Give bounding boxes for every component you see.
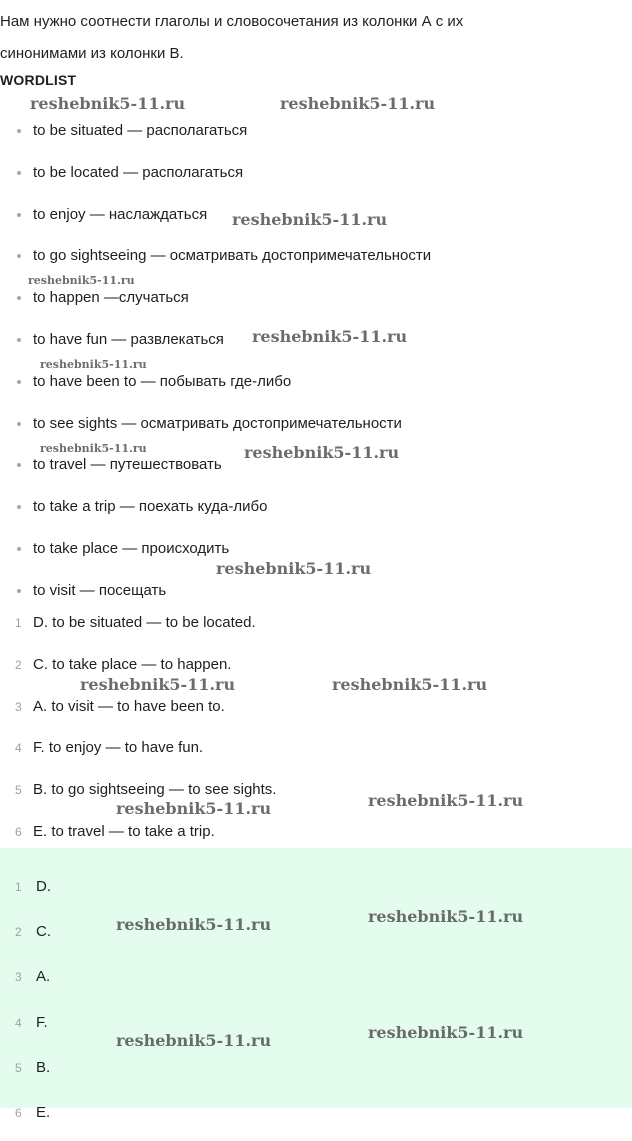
wordlist-item [0, 486, 431, 528]
answer-text: A. [36, 968, 51, 986]
wordlist-item [0, 444, 431, 486]
pair-number: 2 [15, 657, 22, 672]
wordlist-item [0, 528, 431, 570]
pair-text: A. to visit — to have been to. [33, 697, 225, 715]
answer-number: 6 [15, 1105, 22, 1120]
answer-text: D. [36, 878, 51, 895]
wordlist-item [0, 319, 431, 361]
watermark: reshebnik5-11.ru [30, 94, 186, 113]
bullet-icon [17, 589, 21, 593]
watermark: reshebnik5-11.ru [252, 327, 408, 346]
wordlist-item [0, 403, 431, 445]
wordlist-item [0, 194, 431, 236]
watermark: reshebnik5-11.ru [332, 675, 488, 694]
watermark: reshebnik5-11.ru [116, 799, 272, 818]
answer-box [0, 848, 632, 1121]
wordlist-item-text: to take place — происходить [33, 539, 230, 557]
watermark: reshebnik5-11.ru [28, 274, 135, 287]
watermark: reshebnik5-11.ru [80, 675, 236, 694]
pair-text: F. to enjoy — to have fun. [33, 739, 204, 757]
wordlist-item-text: to have fun — развлекаться [33, 330, 224, 348]
wordlist-item-text: to be situated — располагаться [33, 122, 248, 139]
pair-number: 3 [15, 699, 22, 714]
bullet-icon [17, 422, 21, 426]
wordlist-item [0, 235, 431, 277]
wordlist-heading: WORDLIST [0, 72, 77, 88]
answer-text: F. [36, 1013, 48, 1031]
watermark: reshebnik5-11.ru [40, 358, 147, 371]
answer-text: C. [36, 923, 51, 941]
wordlist-item-text: to see sights — осматривать достопримечательности [33, 414, 402, 432]
wordlist-item-text: to enjoy — наслаждаться [33, 205, 208, 223]
watermark: reshebnik5-11.ru [368, 1023, 524, 1042]
wordlist-item-text: to go sightseeing — осматривать достопримечательности [33, 247, 432, 265]
wordlist-item-text: to take a trip — поехать куда-либо [33, 498, 268, 516]
wordlist-item [0, 110, 431, 152]
answer-text: B. [36, 1058, 51, 1076]
wordlist [0, 110, 431, 612]
bullet-icon [17, 505, 21, 509]
bullet-icon [17, 338, 21, 342]
task-description-line-2: синонимами из колонки В. [0, 45, 184, 62]
pair-text: D. to be situated — to be located. [33, 614, 256, 631]
bullet-icon [17, 547, 21, 551]
watermark: reshebnik5-11.ru [368, 791, 524, 810]
answer-text: E. [36, 1103, 51, 1121]
watermark: reshebnik5-11.ru [116, 915, 272, 934]
watermark: reshebnik5-11.ru [368, 907, 524, 926]
bullet-icon [17, 463, 21, 467]
answer-number: 5 [15, 1060, 22, 1075]
pair-text: E. to travel — to take a trip. [33, 822, 215, 840]
pair-number: 1 [15, 616, 22, 630]
pair-text: C. to take place — to happen. [33, 655, 232, 673]
wordlist-item [0, 152, 431, 194]
pair-text: B. to go sightseeing — to see sights. [33, 781, 277, 799]
bullet-icon [17, 296, 21, 300]
watermark: reshebnik5-11.ru [40, 442, 147, 455]
watermark: reshebnik5-11.ru [116, 1031, 272, 1050]
pair-number: 4 [15, 741, 22, 756]
wordlist-item-text: to be located — располагаться [33, 163, 244, 181]
pair-number: 6 [15, 824, 22, 839]
task-description [0, 6, 620, 70]
watermark: reshebnik5-11.ru [216, 559, 372, 578]
watermark: reshebnik5-11.ru [280, 94, 436, 113]
watermark: reshebnik5-11.ru [244, 443, 400, 462]
bullet-icon [17, 380, 21, 384]
task-description-line-1: Нам нужно соотнести глаголы и словосочетания из колонки А с их [0, 13, 464, 30]
watermark: reshebnik5-11.ru [232, 210, 388, 229]
answer-number: 1 [15, 880, 22, 894]
wordlist-item [0, 277, 431, 319]
answer-number: 4 [15, 1015, 22, 1030]
bullet-icon [17, 171, 21, 175]
bullet-icon [17, 129, 21, 133]
bullet-icon [17, 213, 21, 217]
bullet-icon [17, 254, 21, 258]
wordlist-item-text: to have been to — побывать где-либо [33, 372, 292, 390]
wordlist-item-text: to visit — посещать [33, 581, 167, 599]
answer-number: 2 [15, 925, 22, 940]
pair-number: 5 [15, 783, 22, 798]
wordlist-item [0, 361, 431, 403]
wordlist-item-text: to happen —случаться [33, 289, 189, 307]
answer-number: 3 [15, 970, 22, 985]
wordlist-item-text: to travel — путешествовать [33, 456, 222, 474]
